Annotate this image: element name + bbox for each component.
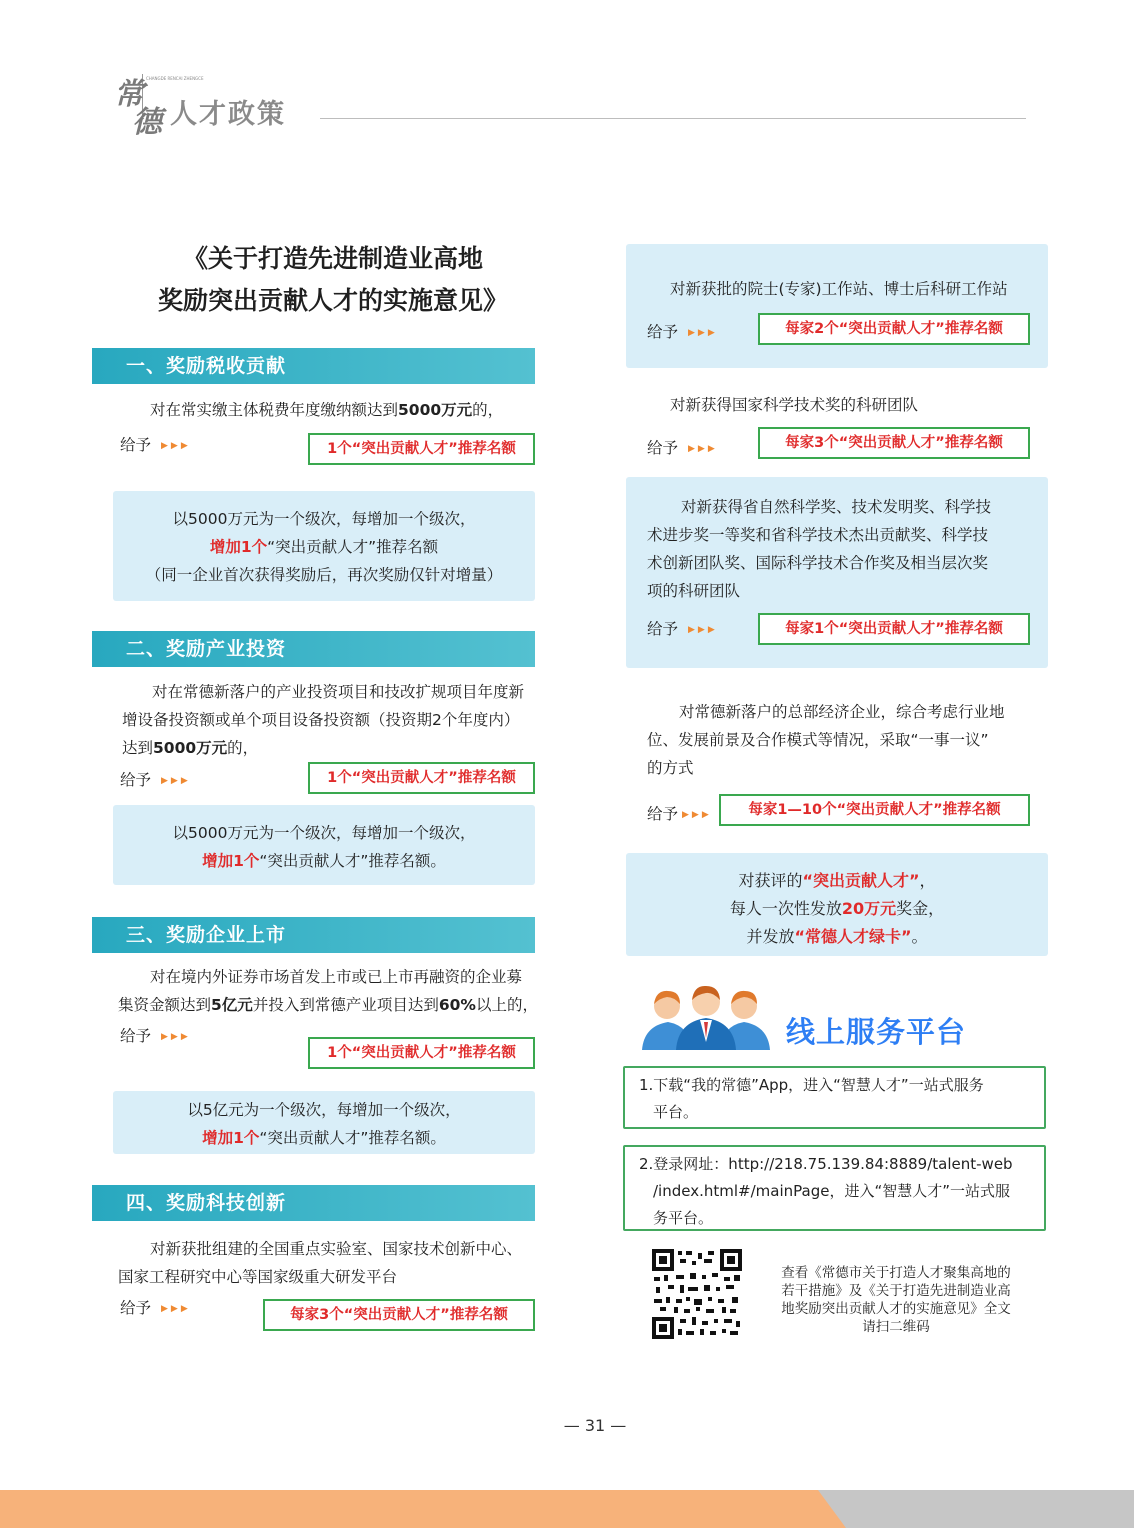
right-item1-text: 对新获批的院士(专家)工作站、博士后科研工作站: [670, 280, 1008, 298]
arrow-icon: ▶▶▶: [688, 624, 718, 635]
document-title-line2: 奖励突出贡献人才的实施意见》: [157, 286, 508, 315]
qr-caption: 查看《常德市关于打造人才聚集高地的 若干措施》及《关于打造先进制造业高 地奖励突出贡献人才的实施意见》全文 请扫二维码: [781, 1265, 1011, 1335]
quota-badge-listing: 1个“突出贡献人才”推荐名额: [308, 1037, 535, 1069]
arrow-icon: ▶▶▶: [161, 1303, 191, 1314]
give-label: 给予 ▶▶▶: [647, 620, 718, 638]
page-number: — 31 —: [563, 1416, 627, 1435]
quota-badge-innovation: 每家3个“突出贡献人才”推荐名额: [263, 1299, 535, 1331]
footer-band: [0, 1490, 1134, 1528]
qr-code[interactable]: [652, 1249, 742, 1339]
section-innovation-paragraph: 对新获批组建的全国重点实验室、国家技术创新中心、 国家工程研究中心等国家级重大研发平台: [118, 1240, 523, 1286]
service-step-app: 1.下载“我的常德”App，进入“智慧人才”一站式服务 平台。: [623, 1066, 1046, 1129]
document-title-line1: 《关于打造先进制造业高地: [182, 244, 483, 273]
give-label: 给予 ▶▶▶: [647, 805, 712, 823]
investment-increment-box: 以5000万元为一个级次，每增加一个级次， 增加1个“突出贡献人才”推荐名额。: [113, 805, 535, 885]
tax-threshold: 5000万元: [398, 401, 473, 419]
give-label: 给予 ▶▶▶: [647, 323, 718, 341]
right-item2-text: 对新获得国家科学技术奖的科研团队: [670, 396, 919, 414]
document-title: [110, 238, 556, 322]
brand-logo: [112, 70, 204, 140]
section-heading-investment: 二、奖励产业投资: [92, 631, 535, 667]
quota-badge-investment: 1个“突出贡献人才”推荐名额: [308, 762, 535, 794]
right-item3-text: 对新获得省自然科学奖、技术发明奖、科学技 术进步奖一等奖和省科学技术杰出贡献奖、科学技 术创新团队奖、国际科学技术合作奖及相当层次奖 项的科研团队: [647, 498, 992, 600]
give-label: 给予 ▶▶▶: [120, 436, 191, 454]
footer-gray-wedge: [0, 1490, 1134, 1528]
brand-small-text: CHANGDE RENCAI ZHENGCE: [146, 76, 204, 81]
service-step-web: 2.登录网址：http://218.75.139.84:8889/talent-web /index.html#/mainPage，进入“智慧人才”一站式服 务平台。: [623, 1145, 1046, 1231]
section-heading-tax: 一、奖励税收贡献: [92, 348, 535, 384]
reward-box: 对获评的“突出贡献人才”， 每人一次性发放20万元奖金， 并发放“常德人才绿卡”。: [626, 853, 1048, 956]
tax-increment-box: 以5000万元为一个级次，每增加一个级次， 增加1个“突出贡献人才”推荐名额 （同一企业首次获得奖励后，再次奖励仅针对增量）: [113, 491, 535, 601]
give-label: 给予 ▶▶▶: [120, 1027, 191, 1045]
service-platform-title: 线上服务平台: [786, 1015, 967, 1049]
section-investment-paragraph: 对在常德新落户的产业投资项目和技改扩规项目年度新 增设备投资额或单个项目设备投资额（投资期2个年度内） 达到5000万元的，: [122, 683, 525, 757]
arrow-icon: ▶▶▶: [161, 440, 191, 451]
right-item4-text: 对常德新落户的总部经济企业，综合考虑行业地 位、发展前景及合作模式等情况，采取“一事一议” 的方式: [647, 703, 1005, 777]
people-group-icon: [640, 982, 772, 1050]
section-tax-paragraph: 对在常实缴主体税费年度缴纳额达到5000万元的，: [150, 401, 504, 419]
arrow-icon: ▶▶▶: [161, 1031, 191, 1042]
brand-title: 人才政策: [170, 99, 286, 130]
arrow-icon: ▶▶▶: [688, 443, 718, 454]
quota-badge-provincial-award: 每家1个“突出贡献人才”推荐名额: [758, 613, 1030, 645]
section-heading-innovation: 四、奖励科技创新: [92, 1185, 535, 1221]
arrow-icon: ▶▶▶: [688, 327, 718, 338]
quota-badge-headquarters: 每家1—10个“突出贡献人才”推荐名额: [719, 794, 1030, 826]
brand-mark-1: 常: [114, 77, 144, 112]
arrow-icon: ▶▶▶: [682, 809, 712, 820]
listing-increment-box: 以5亿元为一个级次，每增加一个级次， 增加1个“突出贡献人才”推荐名额。: [113, 1091, 535, 1154]
give-label: 给予 ▶▶▶: [647, 439, 718, 457]
header-divider: [320, 118, 1026, 119]
service-url[interactable]: 2.登录网址：http://218.75.139.84:8889/talent-web: [639, 1155, 1013, 1173]
quota-badge-national-award: 每家3个“突出贡献人才”推荐名额: [758, 427, 1030, 459]
give-label: 给予 ▶▶▶: [120, 771, 191, 789]
right-item1-box: [626, 244, 1048, 368]
quota-badge-workstation: 每家2个“突出贡献人才”推荐名额: [758, 313, 1030, 345]
brand-mark-2: 德: [132, 105, 162, 140]
arrow-icon: ▶▶▶: [161, 775, 191, 786]
quota-badge-tax: 1个“突出贡献人才”推荐名额: [308, 433, 535, 465]
give-label: 给予 ▶▶▶: [120, 1299, 191, 1317]
section-heading-listing: 三、奖励企业上市: [92, 917, 535, 953]
section-listing-paragraph: 对在境内外证券市场首发上市或已上市再融资的企业募 集资金额达到5亿元并投入到常德产业项目达到60%以上的，: [118, 968, 538, 1014]
